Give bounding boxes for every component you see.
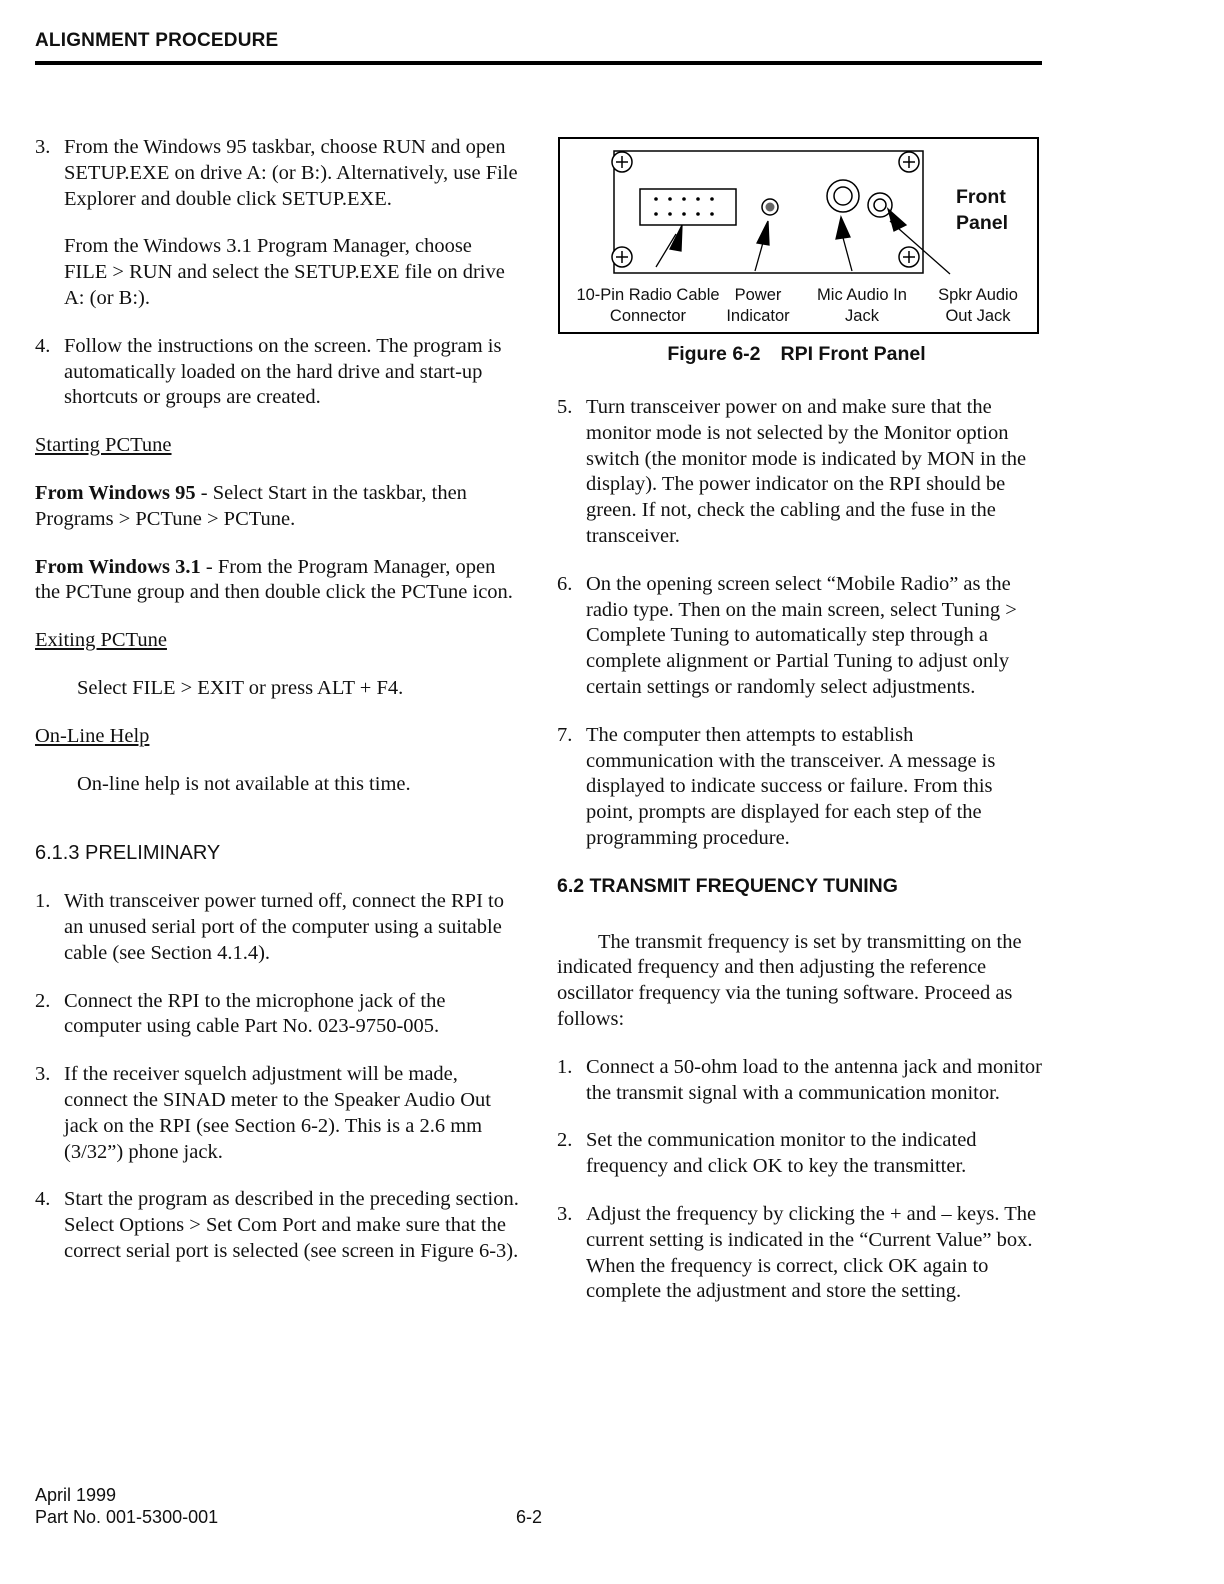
list-text: Set the communication monitor to the indicated frequency and click OK to key the transmitter. xyxy=(586,1129,977,1178)
list-item xyxy=(35,334,520,411)
arrow-icon xyxy=(755,221,769,271)
paragraph-text: - From the Program Manager, open the PCTune group and then double click the PCTune icon. xyxy=(35,555,513,604)
callout-speaker-audio xyxy=(930,285,1026,327)
arrow-icon xyxy=(836,217,852,271)
callout-power-indicator xyxy=(720,285,796,327)
list-text: Adjust the frequency by clicking the + and – keys. The current setting is indicated in the “Current Value” box. When the frequency is correct, click OK again to complete the adjustment and store the setting. xyxy=(586,1202,1037,1303)
callout-10pin-connector xyxy=(562,285,734,327)
right-column xyxy=(557,395,1042,1327)
callout-line2: Connector xyxy=(609,307,687,325)
list-item xyxy=(557,572,1042,701)
list-number: 1. xyxy=(35,890,51,913)
running-header: ALIGNMENT PROCEDURE xyxy=(35,30,279,51)
subheading-exiting: Exiting PCTune xyxy=(35,629,167,652)
footer-date: April 1999 xyxy=(35,1485,117,1505)
speaker-jack-icon xyxy=(868,193,892,217)
list-text: From the Windows 95 taskbar, choose RUN and open SETUP.EXE on drive A: (or B:). Alternatively, use File Explorer and double click SETUP.EXE. xyxy=(64,136,518,210)
arrow-icon xyxy=(888,209,950,274)
list-text: Turn transceiver power on and make sure that the monitor mode is not selected by the Monitor option switch (the monitor mode is indicated by MON in the display). The power indicator on the RPI should be green. If not, check the cabling and the fuse in the transceiver. xyxy=(586,396,1027,547)
screw-icon xyxy=(899,152,919,172)
subheading-starting: Starting PCTune xyxy=(35,434,172,457)
section-heading-613: 6.1.3 PRELIMINARY xyxy=(35,842,221,865)
list-text: On the opening screen select “Mobile Radio” as the radio type. Then on the main screen, select Tuning > Complete Tuning to automatically step through a complete alignment or Partial Tuning to adjust only certain settings or randomly select adjustments. xyxy=(586,572,1017,698)
list-text: If the receiver squelch adjustment will be made, connect the SINAD meter to the Speaker Audio Out jack on the RPI (see Section 6-2). This is a 2.6 mm (3/32”) phone jack. xyxy=(64,1063,491,1163)
arrow-icon xyxy=(656,225,682,267)
power-indicator-icon xyxy=(762,199,778,215)
list-number: 2. xyxy=(557,1129,573,1152)
paragraph-win31 xyxy=(35,555,520,607)
callout-line2: Jack xyxy=(845,307,879,325)
list-number: 5. xyxy=(557,396,573,418)
callout-line1: Mic Audio In xyxy=(817,286,907,304)
bold-label: From Windows 95 xyxy=(35,481,196,504)
list-text: Follow the instructions on the screen. The program is automatically loaded on the hard drive and start-up shortcuts or groups are created. xyxy=(64,334,502,409)
callout-line2: Indicator xyxy=(726,307,790,325)
list-number: 2. xyxy=(35,989,51,1012)
figure-title: RPI Front Panel xyxy=(780,343,926,365)
callout-line1: Power xyxy=(734,286,782,304)
paragraph-intro: The transmit frequency is set by transmitting on the indicated frequency and then adjusting the reference oscillator frequency via the tuning software. Proceed as follows: xyxy=(557,930,1022,1030)
figure-caption xyxy=(655,343,938,366)
paragraph-exiting: Select FILE > EXIT or press ALT + F4. xyxy=(77,676,404,699)
bold-label: From Windows 3.1 xyxy=(35,555,201,578)
list-item xyxy=(557,1055,1042,1107)
callout-line1: 10-Pin Radio Cable xyxy=(576,286,720,304)
list-number: 3. xyxy=(35,136,51,158)
header-rule xyxy=(35,61,1042,65)
list-text: The computer then attempts to establish communication with the transceiver. A message is displayed to indicate success or failure. From this point, prompts are displayed for each step of the programming procedure. xyxy=(586,723,996,849)
list-number: 3. xyxy=(557,1202,573,1225)
page-number: 6-2 xyxy=(516,1507,543,1527)
figure-number: Figure 6-2 xyxy=(667,343,761,365)
footer-part-number: Part No. 001-5300-001 xyxy=(35,1507,219,1527)
list-item xyxy=(557,395,1042,550)
ten-pin-connector-icon xyxy=(640,189,736,225)
left-column xyxy=(35,135,520,1287)
front-panel-line1: Front xyxy=(956,186,1006,208)
list-item xyxy=(35,1187,520,1264)
list-item xyxy=(35,889,520,966)
subheading-help: On-Line Help xyxy=(35,724,150,747)
front-panel-label xyxy=(956,184,1008,236)
paragraph-help: On-line help is not available at this time. xyxy=(77,772,411,795)
screw-icon xyxy=(612,247,632,267)
section-heading-62: 6.2 TRANSMIT FREQUENCY TUNING xyxy=(557,874,898,897)
paragraph-text: - Select Start in the taskbar, then Programs > PCTune > PCTune. xyxy=(35,481,467,530)
list-item xyxy=(35,1062,520,1165)
list-text-continued: From the Windows 3.1 Program Manager, choose FILE > RUN and select the SETUP.EXE file on drive A: (or B:). xyxy=(64,235,505,309)
list-number: 6. xyxy=(557,572,573,595)
callout-line1: Spkr Audio xyxy=(938,286,1018,304)
front-panel-line2: Panel xyxy=(956,212,1009,234)
list-item xyxy=(557,1202,1042,1305)
list-text: Connect the RPI to the microphone jack of the computer using cable Part No. 023-9750-005. xyxy=(64,989,446,1038)
list-number: 7. xyxy=(557,723,573,746)
callout-line2: Out Jack xyxy=(945,307,1011,325)
screw-icon xyxy=(612,152,632,172)
list-item xyxy=(557,723,1042,852)
list-item xyxy=(35,135,520,312)
paragraph-win95 xyxy=(35,481,520,533)
mic-jack-icon xyxy=(827,180,859,212)
list-number: 4. xyxy=(35,1188,51,1211)
screw-icon xyxy=(899,247,919,267)
callout-mic-audio xyxy=(806,285,918,327)
list-text: Start the program as described in the preceding section. Select Options > Set Com Port and make sure that the correct serial port is selected (see screen in Figure 6-3). xyxy=(64,1188,519,1262)
list-text: With transceiver power turned off, connect the RPI to an unused serial port of the computer using a suitable cable (see Section 4.1.4). xyxy=(64,890,504,964)
list-number: 1. xyxy=(557,1055,573,1078)
figure-rpi-front-panel xyxy=(558,137,1039,334)
list-item xyxy=(557,1128,1042,1180)
list-number: 3. xyxy=(35,1063,51,1086)
list-text: Connect a 50-ohm load to the antenna jack and monitor the transmit signal with a communication monitor. xyxy=(586,1055,1042,1104)
list-number: 4. xyxy=(35,334,51,357)
list-item xyxy=(35,989,520,1041)
page-footer xyxy=(35,1484,218,1528)
